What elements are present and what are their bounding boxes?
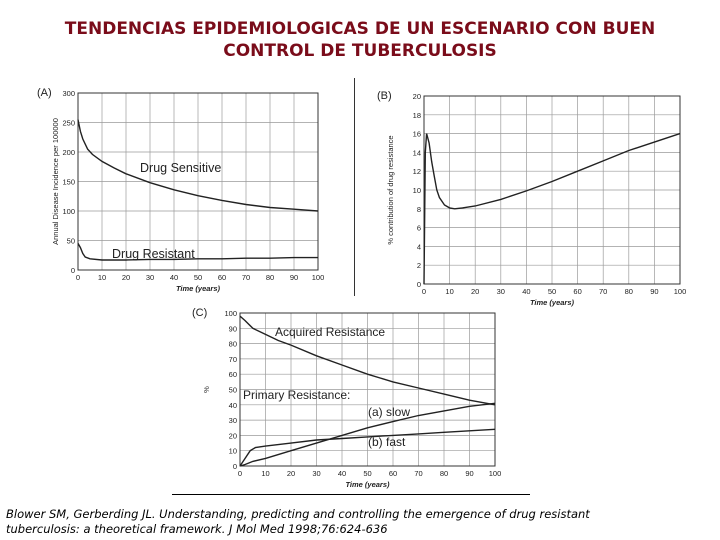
x-tick-label: 30	[312, 469, 321, 478]
x-tick-label: 100	[488, 469, 502, 478]
x-tick-label: 80	[624, 287, 633, 296]
y-tick-label: 250	[62, 118, 75, 128]
x-tick-label: 70	[599, 287, 608, 296]
x-tick-label: 40	[522, 287, 531, 296]
x-tick-label: 70	[414, 469, 423, 478]
y-tick-label: 30	[228, 416, 237, 426]
chart-annotation: Primary Resistance:	[243, 388, 351, 402]
x-tick-label: 50	[193, 273, 203, 282]
y-tick-label: 50	[228, 385, 237, 395]
panel-label: (A)	[37, 87, 52, 99]
x-tick-label: 30	[496, 287, 505, 296]
x-tick-label: 10	[97, 273, 107, 282]
x-axis-label: Time (years)	[175, 284, 221, 293]
x-tick-label: 40	[169, 273, 179, 282]
y-tick-label: 10	[228, 446, 237, 456]
citation-line-2: tuberculosis: a theoretical framework. J Mol Med 1998;76:624-636	[6, 522, 388, 536]
y-tick-label: 60	[228, 370, 237, 380]
x-tick-label: 60	[217, 273, 227, 282]
y-tick-label: 70	[228, 354, 237, 364]
y-axis-label: % contribution of drug resistance	[386, 135, 395, 245]
x-tick-label: 90	[650, 287, 659, 296]
y-tick-label: 200	[62, 148, 75, 157]
y-tick-label: 20	[412, 92, 421, 101]
y-tick-label: 40	[228, 400, 237, 410]
y-tick-label: 300	[62, 89, 75, 98]
panel-label: (C)	[192, 307, 208, 319]
series-label: Drug Sensitive	[140, 161, 222, 175]
x-axis-label: Time (years)	[529, 298, 575, 307]
y-tick-label: 20	[228, 431, 237, 441]
x-tick-label: 0	[421, 287, 427, 296]
y-tick-label: 100	[62, 207, 75, 216]
x-tick-label: 30	[145, 273, 155, 282]
chart-panel-1	[37, 87, 324, 293]
series-label: Drug Resistant	[112, 247, 195, 261]
chart-panel-3	[192, 307, 501, 489]
series-label: Acquired Resistance	[275, 325, 386, 339]
x-tick-label: 20	[121, 273, 131, 282]
series-label: (a) slow	[368, 405, 411, 419]
title-line-2: CONTROL DE TUBERCULOSIS	[223, 41, 497, 61]
x-tick-label: 70	[241, 273, 251, 282]
panel-label: (B)	[377, 90, 392, 102]
y-axis-label: %	[202, 386, 211, 393]
y-tick-label: 16	[412, 129, 421, 139]
x-tick-label: 90	[289, 273, 299, 282]
title-line-1: TENDENCIAS EPIDEMIOLOGICAS DE UN ESCENARIO CON BUEN	[64, 19, 656, 39]
citation-separator	[172, 494, 530, 495]
citation	[6, 507, 706, 537]
x-tick-label: 20	[286, 469, 296, 478]
x-tick-label: 100	[311, 273, 325, 282]
x-tick-label: 50	[363, 469, 372, 478]
x-tick-label: 20	[471, 287, 480, 296]
y-tick-label: 150	[62, 177, 75, 187]
x-tick-label: 60	[573, 287, 582, 296]
y-tick-label: 0	[70, 266, 75, 275]
y-tick-label: 2	[416, 261, 421, 271]
y-tick-label: 10	[412, 186, 421, 195]
y-tick-label: 50	[66, 236, 75, 246]
x-tick-label: 10	[445, 287, 454, 296]
y-tick-label: 14	[412, 148, 421, 158]
y-tick-label: 90	[228, 324, 237, 334]
x-tick-label: 50	[547, 287, 557, 296]
x-tick-label: 0	[75, 273, 81, 282]
x-tick-label: 60	[388, 469, 398, 478]
y-tick-label: 8	[416, 204, 421, 214]
series-label: (b) fast	[368, 435, 406, 449]
y-tick-label: 12	[412, 167, 421, 177]
x-tick-label: 80	[439, 469, 449, 478]
x-tick-label: 100	[673, 287, 687, 296]
x-tick-label: 40	[337, 469, 347, 478]
y-tick-label: 100	[224, 309, 237, 318]
x-tick-label: 90	[465, 469, 474, 478]
y-tick-label: 80	[228, 339, 237, 349]
y-tick-label: 0	[232, 462, 237, 471]
x-tick-label: 10	[261, 469, 270, 478]
y-tick-label: 6	[416, 223, 421, 233]
x-axis-label: Time (years)	[345, 480, 390, 489]
y-tick-label: 18	[412, 110, 421, 120]
y-tick-label: 0	[416, 280, 421, 289]
citation-line-1: Blower SM, Gerberding JL. Understanding, predicting and controlling the emergence of drug resistant	[6, 507, 590, 521]
y-axis-label: Annual Disease Incidence per 100000	[51, 118, 60, 245]
x-tick-label: 80	[265, 273, 275, 282]
y-tick-label: 4	[416, 242, 421, 252]
chart-panel-2	[377, 90, 686, 307]
x-tick-label: 0	[237, 469, 243, 478]
